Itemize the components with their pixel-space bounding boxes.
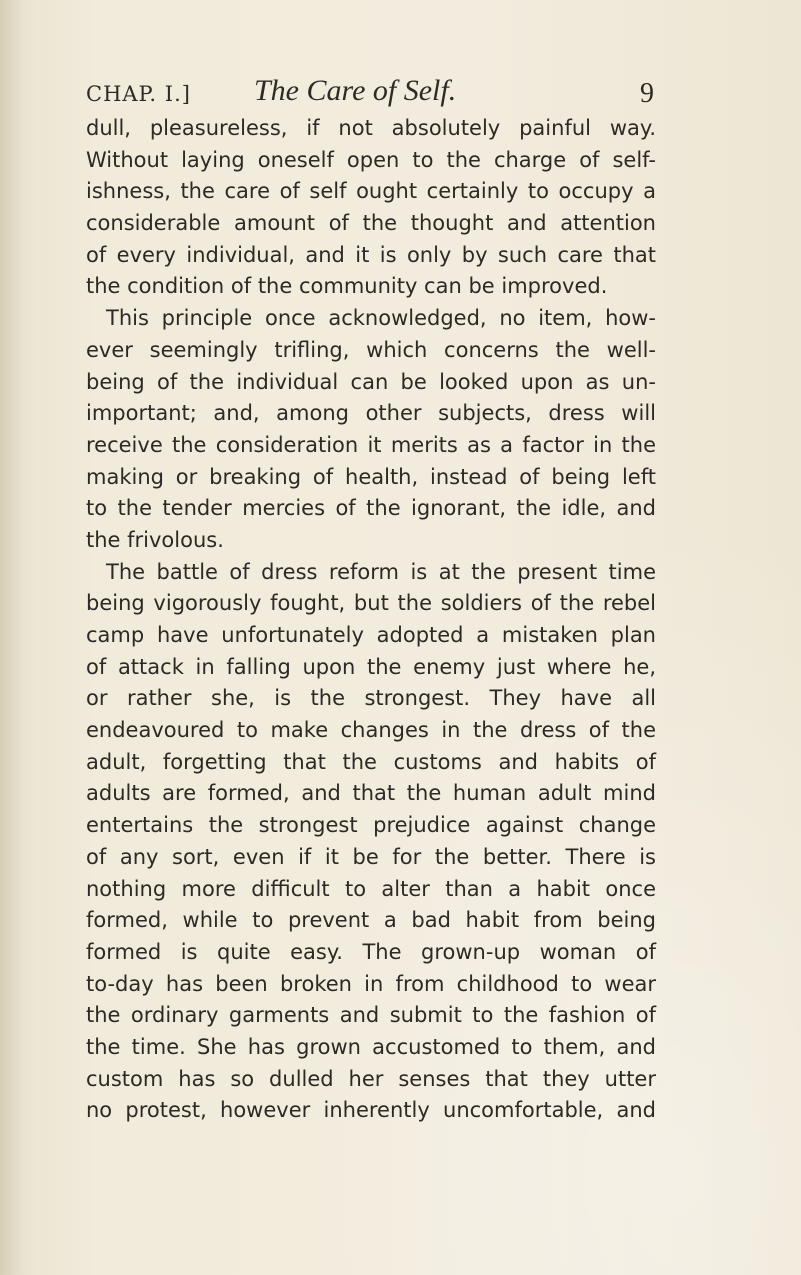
text-line: the ordinary garments and submit to the fashion of: [86, 1003, 656, 1028]
text-line: important; and, among other subjects, dress will: [86, 401, 656, 426]
body-text: [86, 113, 656, 1127]
text-line: being vigorously fought, but the soldiers of the rebel: [86, 591, 656, 616]
text-line: of attack in falling upon the enemy just where he,: [86, 654, 656, 679]
text-line: entertains the strongest prejudice against change: [86, 813, 656, 838]
text-line: The battle of dress reform is at the present time: [106, 559, 656, 584]
text-line: endeavoured to make changes in the dress of the: [86, 718, 656, 743]
chapter-label: CHAP. I.]: [86, 82, 191, 106]
running-title: The Care of Self.: [254, 74, 457, 107]
text-line: no protest, however inherently uncomfortable, and: [86, 1098, 656, 1123]
text-line: adult, forgetting that the customs and habits of: [86, 749, 656, 774]
text-line: formed, while to prevent a bad habit from being: [86, 908, 656, 933]
text-line: to-day has been broken in from childhood to wear: [86, 971, 656, 996]
page-number: 9: [640, 78, 654, 109]
text-line: dull, pleasureless, if not absolutely painful way.: [86, 116, 656, 140]
text-line: being of the individual can be looked upon as un-: [86, 369, 656, 394]
text-line: formed is quite easy. The grown-up woman of: [86, 939, 656, 964]
text-line: considerable amount of the thought and attention: [86, 211, 656, 236]
text-line: or rather she, is the strongest. They have all: [86, 686, 656, 711]
gutter-shadow: [0, 0, 26, 1275]
text-line: receive the consideration it merits as a factor in the: [86, 432, 656, 457]
running-head: [86, 72, 654, 112]
text-line: nothing more difficult to alter than a habit once: [86, 876, 656, 901]
text-line: ever seemingly trifling, which concerns the well-: [86, 337, 656, 362]
text-line: the time. She has grown accustomed to them, and: [86, 1034, 656, 1059]
text-line: of any sort, even if it be for the better. There is: [86, 844, 656, 869]
text-line: Without laying oneself open to the charge of self-: [86, 147, 656, 172]
text-line: This principle once acknowledged, no item, how-: [106, 306, 656, 331]
text-line: the condition of the community can be improved.: [86, 274, 608, 299]
text-line: camp have unfortunately adopted a mistaken plan: [86, 623, 656, 647]
text-line: ishness, the care of self ought certainly to occupy a: [86, 179, 656, 204]
text-line: making or breaking of health, instead of being left: [86, 464, 656, 489]
text-line: custom has so dulled her senses that they utter: [86, 1066, 656, 1091]
text-line: of every individual, and it is only by such care that: [86, 242, 656, 267]
text-line: to the tender mercies of the ignorant, the idle, and: [86, 496, 656, 521]
text-line: the frivolous.: [86, 527, 224, 552]
text-line: adults are formed, and that the human adult mind: [86, 781, 656, 806]
